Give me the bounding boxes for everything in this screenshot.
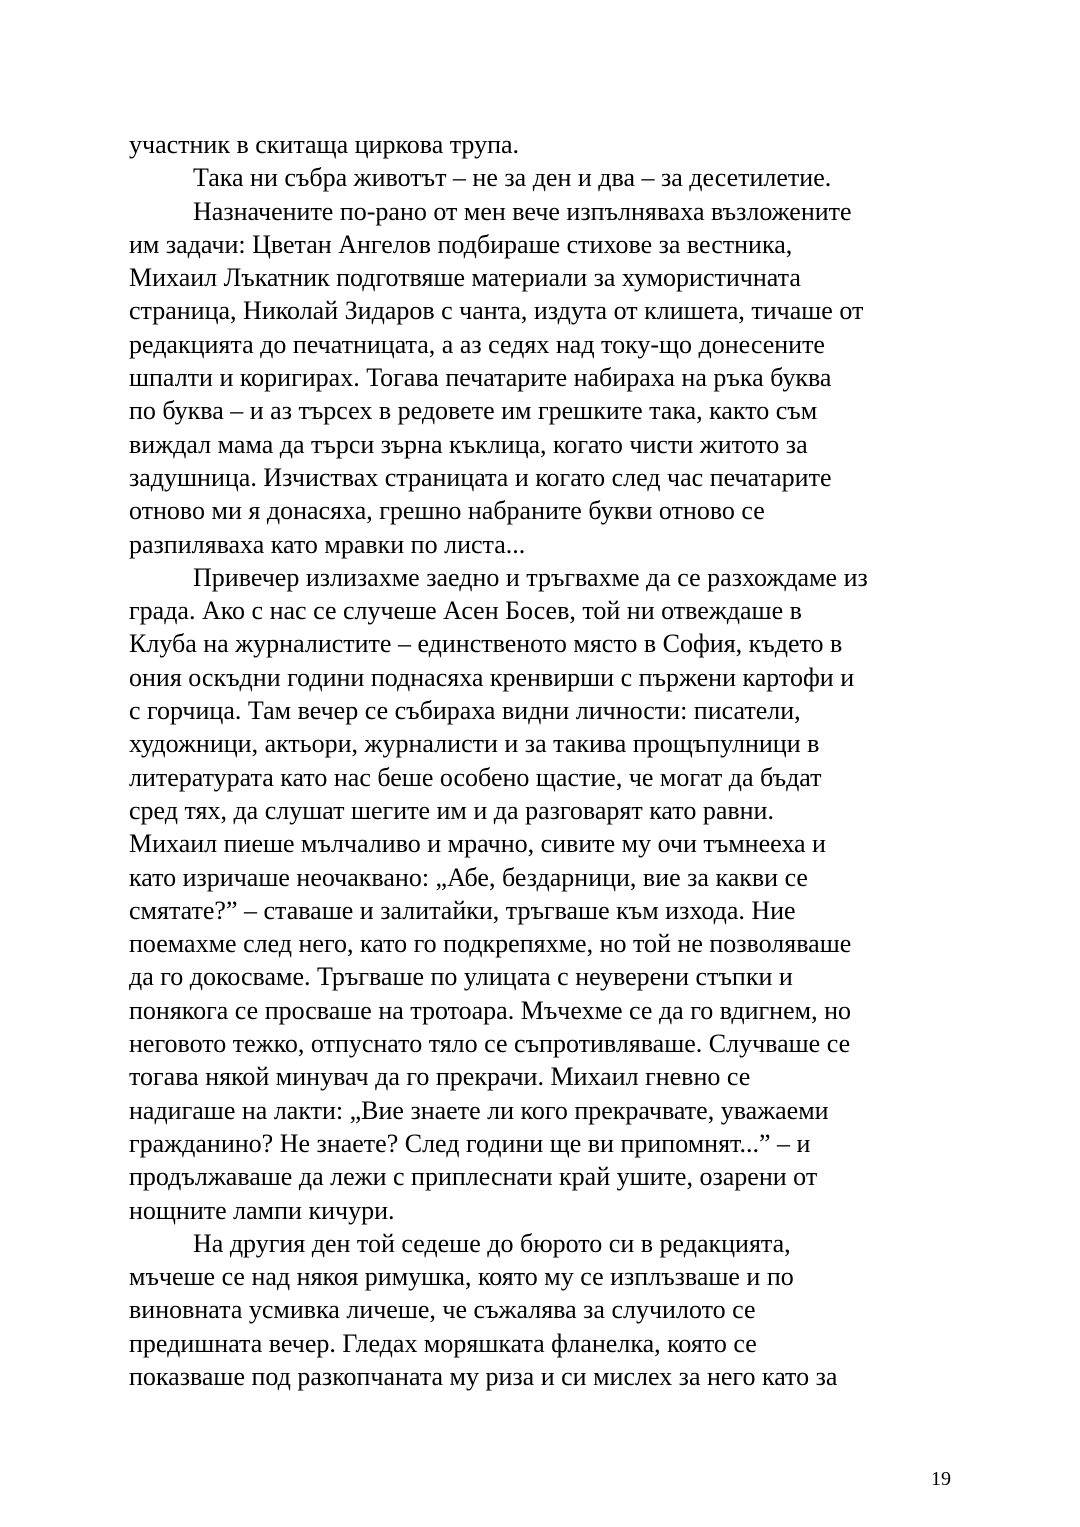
paragraph-start-line: Привечер излизахме заедно и тръгвахме да се разхождаме из (193, 562, 868, 592)
text-line: художници, актьори, журналисти и за такива прощъпулници в (129, 729, 820, 759)
text-line: мъчеше се над някоя римушка, която му се изплъзваше и по (129, 1262, 794, 1292)
text-line: с горчица. Там вечер се събираха видни личности: писатели, (129, 696, 801, 726)
text-line: сред тях, да слушат шегите им и да разговарят като равни. (129, 795, 774, 825)
body-text (129, 128, 951, 1393)
text-line: шпалти и коригирах. Тогава печатарите набираха на ръка буква (129, 363, 832, 393)
text-line: като изричаше неочаквано: „Абе, бездарници, вие за какви се (129, 862, 808, 892)
text-line: неговото тежко, отпуснато тяло се съпротивляваше. Случваше се (129, 1029, 851, 1059)
text-line: нощните лампи кичури. (129, 1195, 395, 1225)
page-number: 19 (931, 1468, 951, 1490)
text-line: тогава някой минувач да го прекрачи. Михаил гневно се (129, 1062, 751, 1092)
text-line: смятате?” – ставаше и залитайки, тръгваше към изхода. Ние (129, 895, 796, 925)
text-line: продължаваше да лежи с приплеснати край ушите, озарени от (129, 1162, 818, 1192)
text-line: разпиляваха като мравки по листа... (129, 529, 526, 559)
text-line: виждал мама да търси зърна къклица, когато чисти житото за (129, 429, 808, 459)
text-line: Клуба на журналистите – единственото място в София, където в (129, 629, 843, 659)
text-line: страница, Николай Зидаров с чанта, издута от клишета, тичаше от (129, 296, 864, 326)
text-line: понякога се просваше на тротоара. Мъчехме се да го вдигнем, но (129, 995, 851, 1025)
text-line: им задачи: Цветан Ангелов подбираше стихове за вестника, (129, 229, 793, 259)
text-line: отново ми я донасяха, грешно набраните букви отново се (129, 496, 765, 526)
text-line: участник в скитаща циркова трупа. (129, 130, 520, 159)
text-line: задушница. Изчиствах страницата и когато след час печатарите (129, 462, 832, 492)
text-line: Михаил Лъкатник подготвяше материали за хумористичната (129, 263, 801, 293)
paragraph-start-line: На другия ден той седеше до бюрото си в редакцията, (193, 1228, 791, 1258)
text-line: Михаил пиеше мълчаливо и мрачно, сивите му очи тъмнееха и (129, 829, 826, 859)
paragraph-start-line: Така ни събра животът – не за ден и два – за десетилетие. (193, 163, 832, 193)
text-line: гражданино? Не знаете? След години ще ви припомнят...” – и (129, 1128, 811, 1158)
text-line: поемахме след него, като го подкрепяхме, но той не позволяваше (129, 929, 852, 959)
text-line: показваше под разкопчаната му риза и си мислех за него като за (129, 1361, 838, 1391)
text-line: ония оскъдни години поднасяха кренвирши с пържени картофи и (129, 662, 855, 692)
text-line: надигаше на лакти: „Вие знаете ли кого прекрачвате, уважаеми (129, 1095, 829, 1125)
text-line: града. Ако с нас се случеше Асен Босев, той ни отвеждаше в (129, 596, 802, 626)
text-line: по буква – и аз търсех в редовете им грешките така, както съм (129, 396, 818, 426)
text-line: редакцията до печатницата, а аз седях над току-що донесените (129, 329, 825, 359)
text-line: предишната вечер. Гледах моряшката фланелка, която се (129, 1328, 757, 1358)
text-line: виновната усмивка личеше, че съжалява за случилото се (129, 1295, 756, 1325)
text-line: да го докосваме. Тръгваше по улицата с неуверени стъпки и (129, 962, 793, 992)
text-line: литературата като нас беше особено щастие, че могат да бъдат (129, 762, 822, 792)
paragraph-start-line: Назначените по-рано от мен вече изпълняваха възложените (193, 196, 852, 226)
